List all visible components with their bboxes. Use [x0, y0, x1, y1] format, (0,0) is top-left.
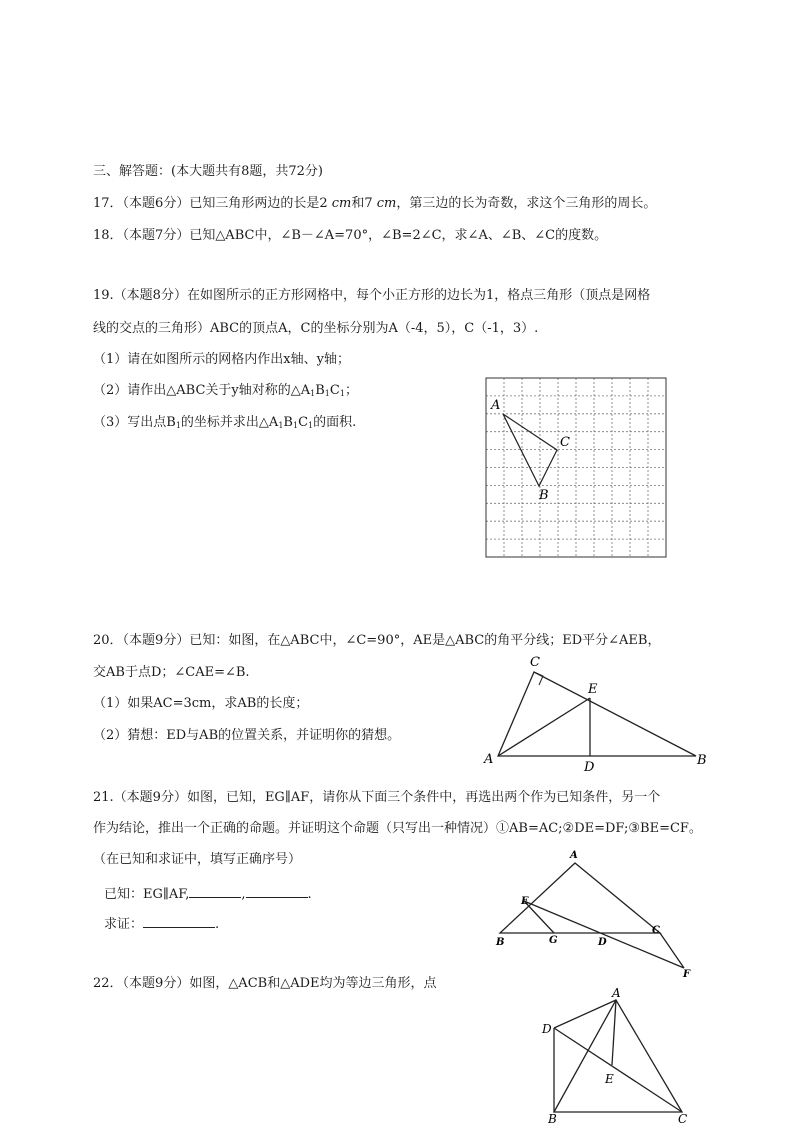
- q21-line3: （在已知和求证中，填写正确序号）: [93, 852, 302, 867]
- label-b: B: [697, 753, 707, 768]
- q19-sub2-text: （2）请作出△ABC关于y轴对称的△A: [93, 383, 311, 398]
- q19-sub2-subscript: 1: [324, 389, 330, 398]
- q19-sub2-text: B: [315, 383, 325, 398]
- known-blank-2[interactable]: [246, 884, 308, 898]
- q17-tail: ，第三边的长为奇数，求这个三角形的周长。: [396, 196, 657, 211]
- q19-sub3-text: 的面积.: [313, 415, 357, 430]
- q19-grid-figure: [485, 377, 667, 559]
- q19-sub2: [93, 382, 358, 400]
- q19-sub3-text: B: [283, 415, 293, 430]
- q22-line1: 22．（本题9分）如图，△ACB和△ADE均为等边三角形，点: [93, 976, 437, 991]
- q19-sub2-text: ；: [344, 383, 358, 398]
- q19-sub3-subscript: 1: [308, 421, 314, 430]
- segment-ae: [612, 1000, 616, 1065]
- q21-period: .: [307, 887, 312, 902]
- q19-sub3-subscript: 1: [278, 421, 284, 430]
- label-e: E: [521, 896, 529, 907]
- q21-known: [104, 884, 312, 904]
- q20-figure: [484, 652, 714, 775]
- q20-line2: 交AB于点D；∠CAE=∠B.: [93, 665, 250, 680]
- q19-line1: 19.（本题8分）在如图所示的正方形网格中，每个小正方形的边长为1，格点三角形（顶点是网格: [93, 288, 651, 303]
- segment-ae: [498, 698, 590, 756]
- q19-sub3-text: 的坐标并求出△A: [180, 415, 279, 430]
- label-f: F: [683, 969, 691, 980]
- q21-prove: [104, 914, 219, 934]
- segment-da: [554, 1000, 616, 1028]
- q21-period: .: [215, 917, 220, 932]
- q17-mid: 和7: [351, 196, 377, 211]
- label-b: B: [496, 937, 505, 948]
- q20-sub1: （1）如果AC=3cm，求AB的长度；: [93, 696, 309, 711]
- q17-unit2: cm: [376, 196, 397, 211]
- segment-dc: [554, 1028, 682, 1112]
- known-blank-1[interactable]: [189, 884, 241, 898]
- q19-sub2-subscript: 1: [310, 389, 316, 398]
- section-title: 三、解答题：(本大题共有8题，共72分): [93, 164, 323, 179]
- segment-ef: [524, 901, 684, 968]
- label-a: A: [484, 752, 494, 767]
- q19-sub3-text: （3）写出点B: [93, 415, 176, 430]
- q21-line2: 作为结论，推出一个正确的命题。并证明这个命题（只写出一种情况）①AB=AC;②DE=DF;③BE=CF。: [93, 821, 702, 836]
- label-c: C: [560, 435, 570, 450]
- q19-line2: 线的交点的三角形）ABC的顶点A，C的坐标分别为A（-4，5），C（-1，3）.: [93, 321, 539, 336]
- label-a: A: [612, 986, 621, 1000]
- q20-sub2: （2）猜想：ED与AB的位置关系，并证明你的猜想。: [93, 728, 401, 743]
- label-b: B: [539, 488, 549, 503]
- q19-sub3: [93, 414, 356, 432]
- q17-unit1: cm: [331, 196, 352, 211]
- label-b: B: [548, 1112, 557, 1123]
- q19-sub2-text: C: [329, 383, 340, 398]
- q19-sub3-subscript: 1: [292, 421, 299, 430]
- label-a: A: [491, 398, 501, 413]
- q20-line1: 20．（本题9分）已知：如图，在△ABC中，∠C=90°，AE是△ABC的角平分线；ED平分∠AEB，: [93, 633, 661, 648]
- label-c: C: [678, 1112, 688, 1123]
- prove-blank[interactable]: [143, 914, 215, 928]
- q21-known-label: 已知：EG∥AF,: [104, 887, 190, 902]
- q21-figure: [492, 848, 697, 978]
- right-angle-mark: [534, 672, 543, 685]
- q21-comma: ,: [241, 887, 246, 902]
- q19-sub2-subscript: 1: [339, 389, 345, 398]
- grid-lines: [486, 378, 666, 557]
- label-d: D: [542, 1022, 552, 1036]
- triangle-acb: [554, 1000, 682, 1112]
- q17-lead: 17．（本题6分）已知三角形两边的长是2: [93, 196, 332, 211]
- q21-line1: 21.（本题9分）如图，已知，EG∥AF，请你从下面三个条件中，再选出两个作为已知条件，另一个: [93, 790, 661, 805]
- label-d: D: [598, 937, 607, 948]
- question-17: [93, 195, 656, 213]
- q22-figure: [538, 988, 698, 1123]
- q21-prove-label: 求证：: [104, 917, 144, 932]
- q19-sub3-text: C: [298, 415, 309, 430]
- label-a: A: [570, 850, 578, 861]
- label-d: D: [584, 760, 595, 775]
- label-e: E: [588, 682, 598, 697]
- label-c: C: [652, 925, 660, 936]
- label-c: C: [530, 655, 540, 670]
- label-e: E: [605, 1072, 614, 1086]
- q19-sub1: （1）请在如图所示的网格内作出x轴、y轴；: [93, 352, 350, 367]
- q19-sub3-subscript: 1: [175, 421, 181, 430]
- label-g: G: [549, 935, 558, 946]
- question-18: 18．（本题7分）已知△ABC中，∠B－∠A=70°，∠B=2∠C，求∠A、∠B、∠C的度数。: [93, 228, 608, 243]
